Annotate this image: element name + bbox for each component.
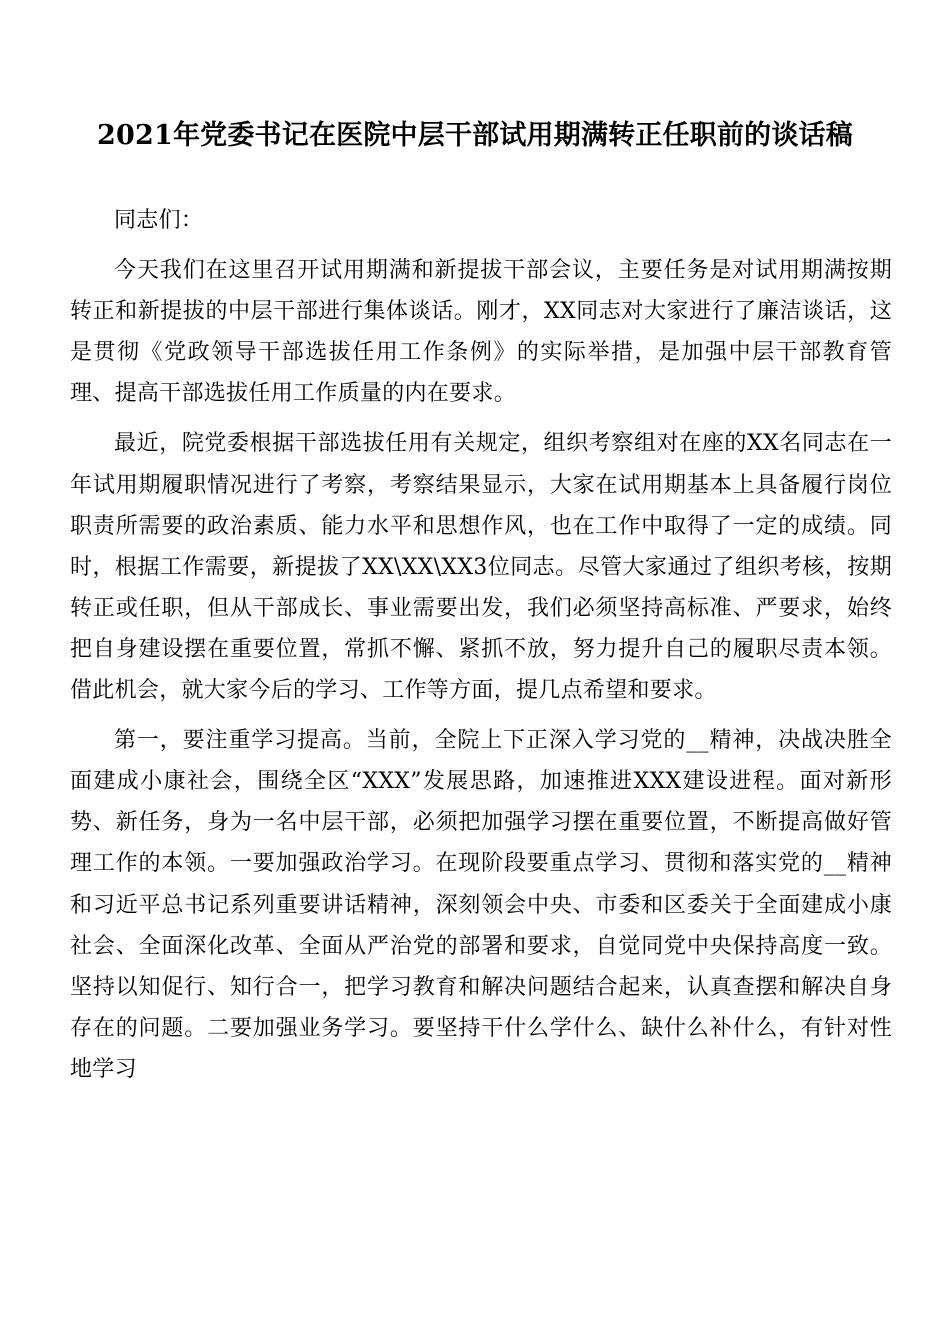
document-body bbox=[70, 200, 892, 1099]
salutation-paragraph: 同志们： bbox=[114, 208, 204, 233]
opening-paragraph: 今天我们在这里召开试用期满和新提拔干部会议，主要任务是对试用期满按期转正和新提拔的中层干部进行集体谈话。刚才，XX同志对大家进行了廉洁谈话，这是贯彻《党政领导干部选拔任用工作条例》的实际举措，是加强中层干部教育管理、提高干部选拔任用工作质量的内在要求。 bbox=[70, 258, 892, 407]
document-title: 2021年党委书记在医院中层干部试用期满转正任职前的谈话稿 bbox=[97, 120, 853, 152]
assessment-paragraph: 最近，院党委根据干部选拔任用有关规定，组织考察组对在座的XX名同志在一年试用期履职情况进行了考察，考察结果显示，大家在试用期基本上具备履行岗位职责所需要的政治素质、能力水平和思想作风，也在工作中取得了一定的成绩。同时，根据工作需要，新提拔了XX\XX\XX3位同志。尽管大家通过了组织考核，按期转正或任职，但从干部成长、事业需要出发，我们必须坚持高标准、严要求，始终把自身建设摆在重要位置，常抓不懈、紧抓不放，努力提升自己的履职尽责本领。借此机会，就大家今后的学习、工作等方面，提几点希望和要求。 bbox=[70, 431, 892, 704]
first-requirement-paragraph: 第一，要注重学习提高。当前，全院上下正深入学习党的__精神，决战决胜全面建成小康社会，围绕全区“XXX”发展思路，加速推进XXX建设进程。面对新形势、新任务，身为一名中层干部，必须把加强学习摆在重要位置，不断提高做好管理工作的本领。一要加强政治学习。在现阶段要重点学习、贯彻和落实党的__精神和习近平总书记系列重要讲话精神，深刻领会中央、市委和区委关于全面建成小康社会、全面深化改革、全面从严治党的部署和要求，自觉同党中央保持高度一致。坚持以知促行、知行合一，把学习教育和解决问题结合起来，认真查摆和解决自身存在的问题。二要加强业务学习。要坚持干什么学什么、缺什么补什么，有针对性地学习 bbox=[70, 728, 892, 1082]
